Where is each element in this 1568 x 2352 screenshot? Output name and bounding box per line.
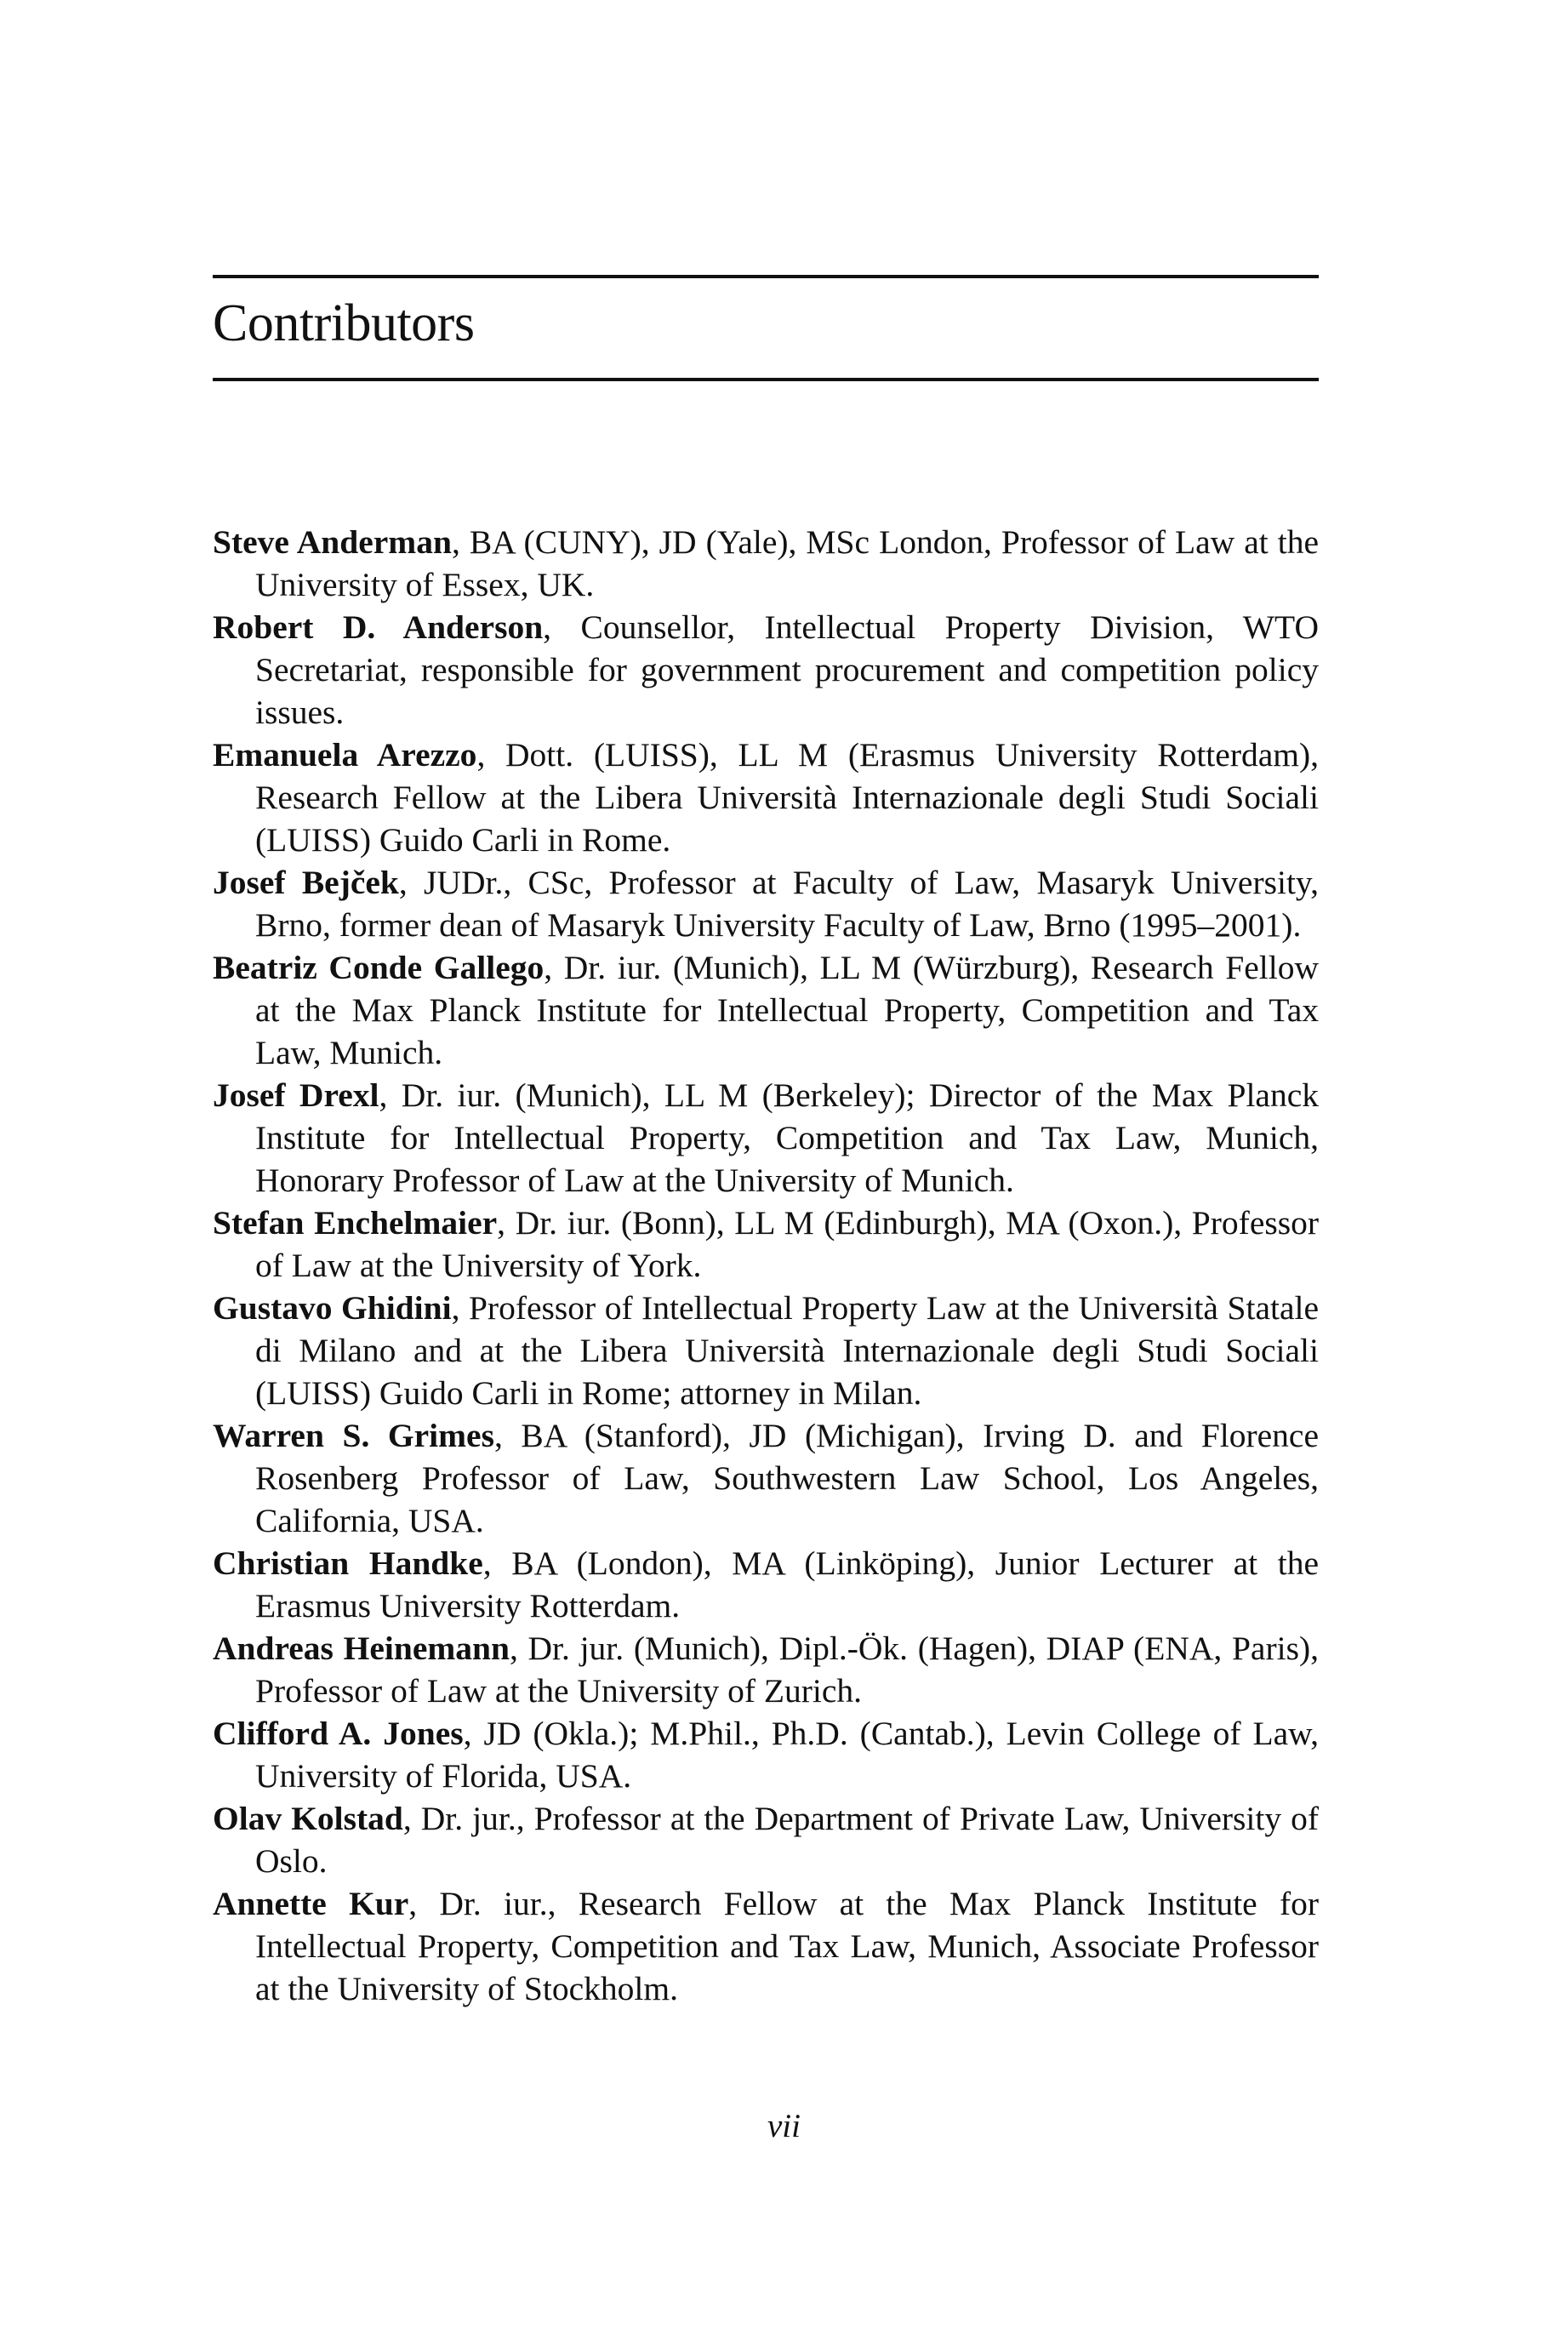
contributor-details: , JD (Okla.); M.Phil., Ph.D. (Cantab.), Levin College of Law, University of Florida, USA. <box>255 1715 1319 1795</box>
contributor-entry <box>213 861 1319 946</box>
contributor-name: Andreas Heinemann <box>213 1630 510 1667</box>
contributors-list <box>213 521 1319 2010</box>
contributor-name: Josef Bejček <box>213 864 399 901</box>
contributor-name: Emanuela Arezzo <box>213 736 477 774</box>
contributor-details: , BA (CUNY), JD (Yale), MSc London, Professor of Law at the University of Essex, UK. <box>255 523 1320 603</box>
contributor-name: Christian Handke <box>213 1544 483 1582</box>
contributor-details: , Dr. iur., Research Fellow at the Max Planck Institute for Intellectual Property, Competition and Tax Law, Munich, Associate Professor at the University of Stockholm. <box>255 1885 1319 2007</box>
heading-bottom-rule <box>213 378 1319 381</box>
contributor-entry <box>213 1287 1319 1414</box>
contributor-name: Steve Anderman <box>213 523 452 561</box>
contributor-details: , BA (Stanford), JD (Michigan), Irving D. and Florence Rosenberg Professor of Law, Southwestern Law School, Los Angeles, California, USA. <box>255 1417 1319 1539</box>
contributor-entry <box>213 1627 1319 1712</box>
contributor-entry <box>213 606 1319 734</box>
contributor-details: , Professor of Intellectual Property Law at the Università Statale di Milano and at the Libera Università Internazionale degli Studi Sociali (LUISS) Guido Carli in Rome; attorney in Milan. <box>255 1289 1319 1412</box>
page-title: Contributors <box>213 294 475 352</box>
contributor-entry <box>213 1797 1319 1882</box>
contributor-name: Josef Drexl <box>213 1076 379 1114</box>
heading-top-rule <box>213 275 1319 278</box>
contributor-entry <box>213 1074 1319 1202</box>
contributor-name: Clifford A. Jones <box>213 1715 464 1752</box>
contributor-details: , Dr. iur. (Munich), LL M (Berkeley); Director of the Max Planck Institute for Intellectual Property, Competition and Tax Law, Munich, Honorary Professor of Law at the University of Munich. <box>255 1076 1319 1199</box>
contributor-name: Stefan Enchelmaier <box>213 1204 498 1242</box>
contributor-entry <box>213 946 1319 1074</box>
contributor-name: Beatriz Conde Gallego <box>213 949 545 986</box>
contributor-entry <box>213 1202 1319 1287</box>
contributor-details: , Dr. jur., Professor at the Department of Private Law, University of Oslo. <box>255 1800 1319 1880</box>
contributor-entry <box>213 1542 1319 1627</box>
contributor-entry <box>213 1712 1319 1797</box>
contributor-name: Warren S. Grimes <box>213 1417 494 1454</box>
contributor-details: , JUDr., CSc, Professor at Faculty of Law, Masaryk University, Brno, former dean of Masaryk University Faculty of Law, Brno (1995–2001). <box>255 864 1319 944</box>
contributor-name: Robert D. Anderson <box>213 608 544 646</box>
contributor-details: , Dr. iur. (Bonn), LL M (Edinburgh), MA (Oxon.), Professor of Law at the University of York. <box>255 1204 1320 1284</box>
contributor-details: , Dr. jur. (Munich), Dipl.-Ök. (Hagen), DIAP (ENA, Paris), Professor of Law at the University of Zurich. <box>255 1630 1319 1710</box>
contributor-name: Gustavo Ghidini <box>213 1289 452 1327</box>
contributor-entry <box>213 1882 1319 2010</box>
contributor-entry <box>213 734 1319 861</box>
contributor-details: , Dr. iur. (Munich), LL M (Würzburg), Research Fellow at the Max Planck Institute for Intellectual Property, Competition and Tax Law, Munich. <box>255 949 1319 1071</box>
contributor-entry <box>213 1414 1319 1542</box>
contributor-name: Annette Kur <box>213 1885 409 1922</box>
contributor-name: Olav Kolstad <box>213 1800 403 1837</box>
contributor-details: , Counsellor, Intellectual Property Division, WTO Secretariat, responsible for government procurement and competition policy issues. <box>255 608 1319 731</box>
page-number: vii <box>767 2108 801 2144</box>
contributor-entry <box>213 521 1319 606</box>
contributor-details: , BA (London), MA (Linköping), Junior Lecturer at the Erasmus University Rotterdam. <box>255 1544 1319 1624</box>
contributor-details: , Dott. (LUISS), LL M (Erasmus University Rotterdam), Research Fellow at the Libera Università Internazionale degli Studi Sociali (LUISS) Guido Carli in Rome. <box>255 736 1320 859</box>
